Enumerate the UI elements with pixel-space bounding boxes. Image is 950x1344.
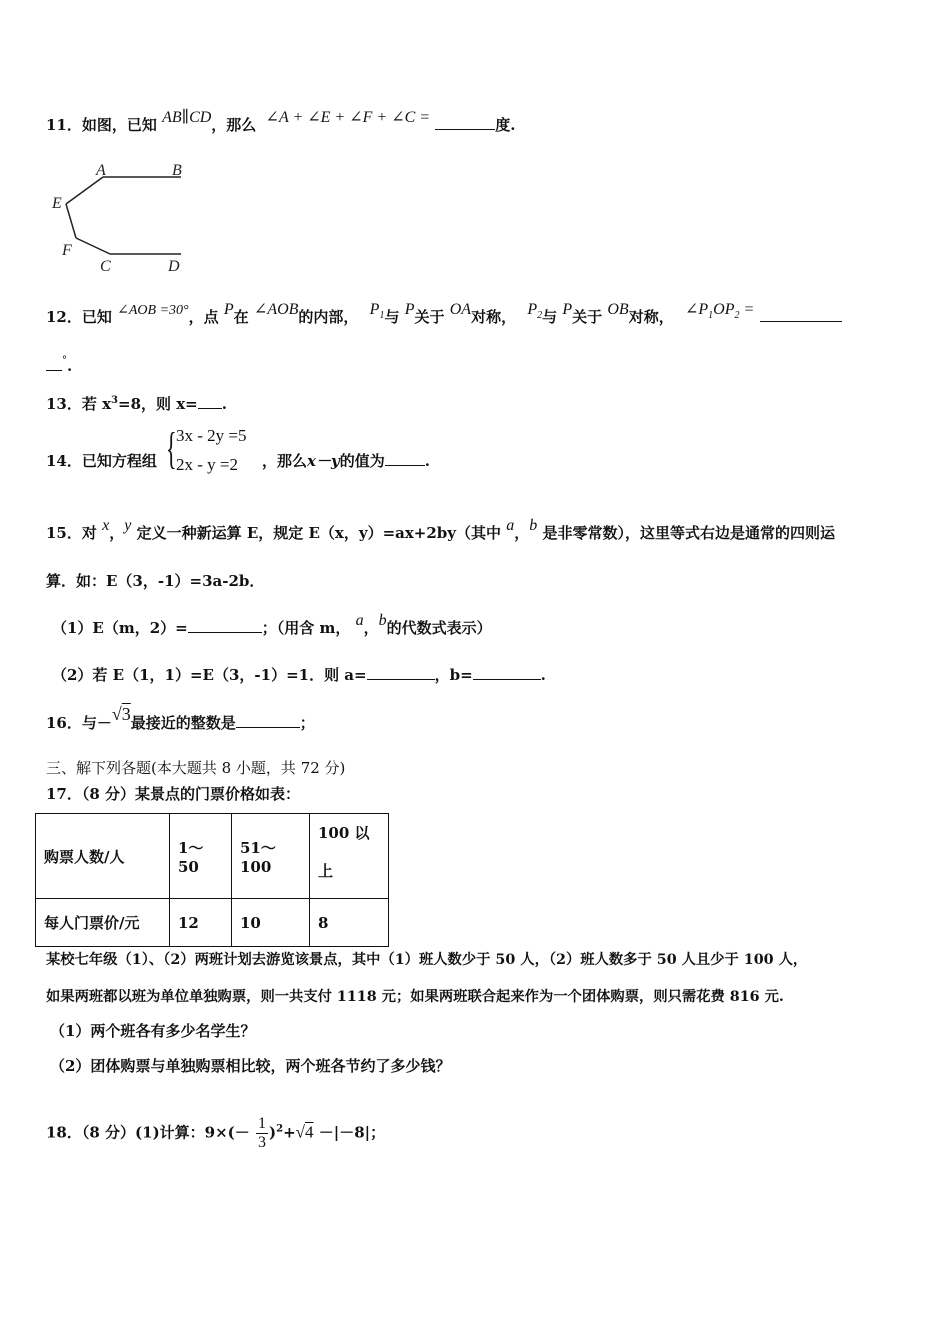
q16-text: 与－ xyxy=(81,714,112,732)
ticket-price-table xyxy=(35,813,389,947)
q12-text5: 与 xyxy=(384,308,400,326)
q15-comma: ， xyxy=(109,524,125,542)
q15-part1-a: a xyxy=(355,612,364,629)
q18-text2: －|－8|； xyxy=(318,1123,386,1142)
question-12-cont xyxy=(46,356,72,379)
table-cell: 12 xyxy=(170,899,232,947)
q12-answer-blank xyxy=(760,307,842,322)
question-17-body-2: 如果两班都以班为单位单独购票，则一共支付 1118 元；如果两班联合起来作为一个团体购票，则只需花费 816 元. xyxy=(46,989,784,1005)
q15-const-a: a xyxy=(506,517,515,534)
q15-text3: 是非零常数），这里等式右边是通常的四则运 xyxy=(542,524,836,542)
q12-text6: 关于 xyxy=(414,308,445,326)
q12-text9: 关于 xyxy=(572,308,603,326)
q12-text4: 的内部， xyxy=(298,308,359,326)
label-e: E xyxy=(52,195,62,212)
q12-ob: OB xyxy=(607,301,629,318)
question-17-sub-1: （1）两个班各有多少名学生？ xyxy=(50,1022,256,1040)
q16-sqrt3: √3 xyxy=(111,704,131,724)
q18-fraction: $\frac{1}{3}$ xyxy=(258,1115,267,1151)
label-f: F xyxy=(62,242,72,259)
q14-expression: x－y xyxy=(307,452,340,470)
q18-exponent: 2 xyxy=(276,1123,284,1135)
section-3-heading: 三、解下列各题(本大题共 8 小题，共 72 分) xyxy=(46,759,346,777)
q12-oa: OA xyxy=(449,301,472,318)
question-12 xyxy=(46,301,842,334)
table-cell: 100 以 上 xyxy=(310,814,389,899)
q12-number: 12． xyxy=(46,308,82,326)
q12-angle-p1op2: $\angle P_1OP_2$ = xyxy=(684,301,755,322)
question-15-part1 xyxy=(52,612,492,639)
q16-end: ； xyxy=(299,714,315,732)
q12-point-p-2: P xyxy=(404,301,415,318)
q12-text7: 对称， xyxy=(471,308,517,326)
q18-plus: + xyxy=(283,1123,296,1142)
question-17-heading: 17．（8 分）某景点的门票价格如表： xyxy=(46,785,301,803)
q14-equation-2: 2x - y =2 xyxy=(176,455,238,474)
q12-text10: 对称， xyxy=(628,308,674,326)
q14-equation-system xyxy=(166,423,262,479)
q13-text: 若 x xyxy=(81,395,112,413)
q15-text: 对 xyxy=(81,524,97,542)
table-cell: 10 xyxy=(232,899,310,947)
q13-number: 13． xyxy=(46,395,82,413)
q18-paren: ) xyxy=(269,1123,277,1142)
q11-text: 如图，已知 xyxy=(81,116,157,134)
question-16 xyxy=(46,704,315,733)
q12-text2: ，点 xyxy=(188,308,219,326)
table-cell: 8 xyxy=(310,899,389,947)
label-c: C xyxy=(100,258,111,275)
q14-text3: 的值为 xyxy=(339,452,385,470)
q18-text: 18．（8 分）(1)计算：9×(－ xyxy=(46,1123,250,1142)
q15-part1-text2: ；（用含 m， xyxy=(261,619,351,637)
q11-number: 11． xyxy=(46,116,82,134)
q13-text2: =8，则 x= xyxy=(118,395,198,413)
q13-end: . xyxy=(221,395,227,413)
q14-end: . xyxy=(424,452,430,470)
question-14 xyxy=(46,451,157,471)
q16-text2: 最接近的整数是 xyxy=(130,714,236,732)
q13-exponent: 3 xyxy=(111,395,119,406)
q15-part2-end: . xyxy=(540,666,546,684)
table-row xyxy=(36,899,389,947)
q11-text2: ，那么 xyxy=(211,116,257,134)
q12-point-p: P xyxy=(223,301,234,318)
q11-figure xyxy=(48,158,193,276)
table-row xyxy=(36,814,389,899)
q14-text2: ，那么 xyxy=(262,452,308,470)
q12-text3: 在 xyxy=(233,308,249,326)
question-14-b xyxy=(262,451,430,471)
q12-answer-blank-2 xyxy=(46,356,62,371)
question-17-sub-2: （2）团体购票与单独购票相比较，两个班各节约了多少钱？ xyxy=(50,1057,451,1075)
q15-part1-text3: 的代数式表示） xyxy=(386,619,492,637)
q15-part1-b: b xyxy=(378,612,387,629)
q15-part1-text: （1）E（m，2）= xyxy=(52,619,188,637)
table-cell: 1～50 xyxy=(170,814,232,899)
q12-p1: $P_1$ xyxy=(369,301,385,322)
question-13 xyxy=(46,391,227,414)
table-cell: 51～100 xyxy=(232,814,310,899)
q15-var-x: x xyxy=(102,517,110,534)
q15-part1-comma: ， xyxy=(363,619,379,637)
q12-angle: ∠AOB =30° xyxy=(117,303,189,318)
label-d: D xyxy=(168,258,180,275)
q15-comma-2: ， xyxy=(514,524,530,542)
q12-point-p-3: P xyxy=(562,301,573,318)
q12-text: 已知 xyxy=(81,308,112,326)
q14-equation-1: 3x - 2y =5 xyxy=(176,426,247,445)
q11-answer-blank xyxy=(435,115,495,130)
question-18 xyxy=(46,1115,385,1152)
question-15-part2 xyxy=(52,665,546,685)
q15-part1-blank xyxy=(188,618,262,633)
q15-var-y: y xyxy=(124,517,132,534)
q11-condition: AB∥CD xyxy=(162,109,212,126)
q15-part2-text2: ，b= xyxy=(434,666,473,684)
table-cell: 购票人数/人 xyxy=(36,814,170,899)
q15-number: 15． xyxy=(46,524,82,542)
brace: { xyxy=(166,424,177,473)
question-15 xyxy=(46,517,836,544)
q11-expression: ∠A + ∠E + ∠F + ∠C = xyxy=(265,109,431,126)
q16-answer-blank xyxy=(236,713,300,728)
q15-part2-blank-b xyxy=(473,665,541,680)
q18-sqrt4: √4 xyxy=(295,1122,314,1142)
label-b: B xyxy=(172,162,182,179)
line-ae xyxy=(66,177,103,204)
q12-degree: ° xyxy=(62,355,67,366)
q15-part2-text: （2）若 E（1，1）=E（3，-1）=1．则 a= xyxy=(52,666,367,684)
q12-text8: 与 xyxy=(542,308,558,326)
q15-part2-blank-a xyxy=(367,665,435,680)
q16-number: 16． xyxy=(46,714,82,732)
q12-angle-aob: ∠AOB xyxy=(253,301,299,318)
q13-answer-blank xyxy=(198,394,222,409)
q15-const-b: b xyxy=(529,517,538,534)
line-ef xyxy=(66,204,76,238)
q14-answer-blank xyxy=(385,451,425,466)
q11-unit: 度. xyxy=(495,116,516,134)
q12-p2: $P_2$ xyxy=(527,301,543,322)
q14-number: 14． xyxy=(46,452,82,470)
question-15-line2: 算．如：E（3，-1）=3a-2b． xyxy=(46,572,265,590)
label-a: A xyxy=(96,162,106,179)
question-11 xyxy=(46,109,516,136)
q12-end: . xyxy=(67,357,73,375)
q15-text2: 定义一种新运算 E，规定 E（x，y）=ax+2by（其中 xyxy=(136,524,502,542)
table-cell: 每人门票价/元 xyxy=(36,899,170,947)
q14-text: 已知方程组 xyxy=(81,452,157,470)
line-fc xyxy=(76,238,110,254)
question-17-body-1: 某校七年级（1）、（2）两班计划去游览该景点，其中（1）班人数少于 50 人，（2）班人数多于 50 人且少于 100 人， xyxy=(46,952,808,968)
